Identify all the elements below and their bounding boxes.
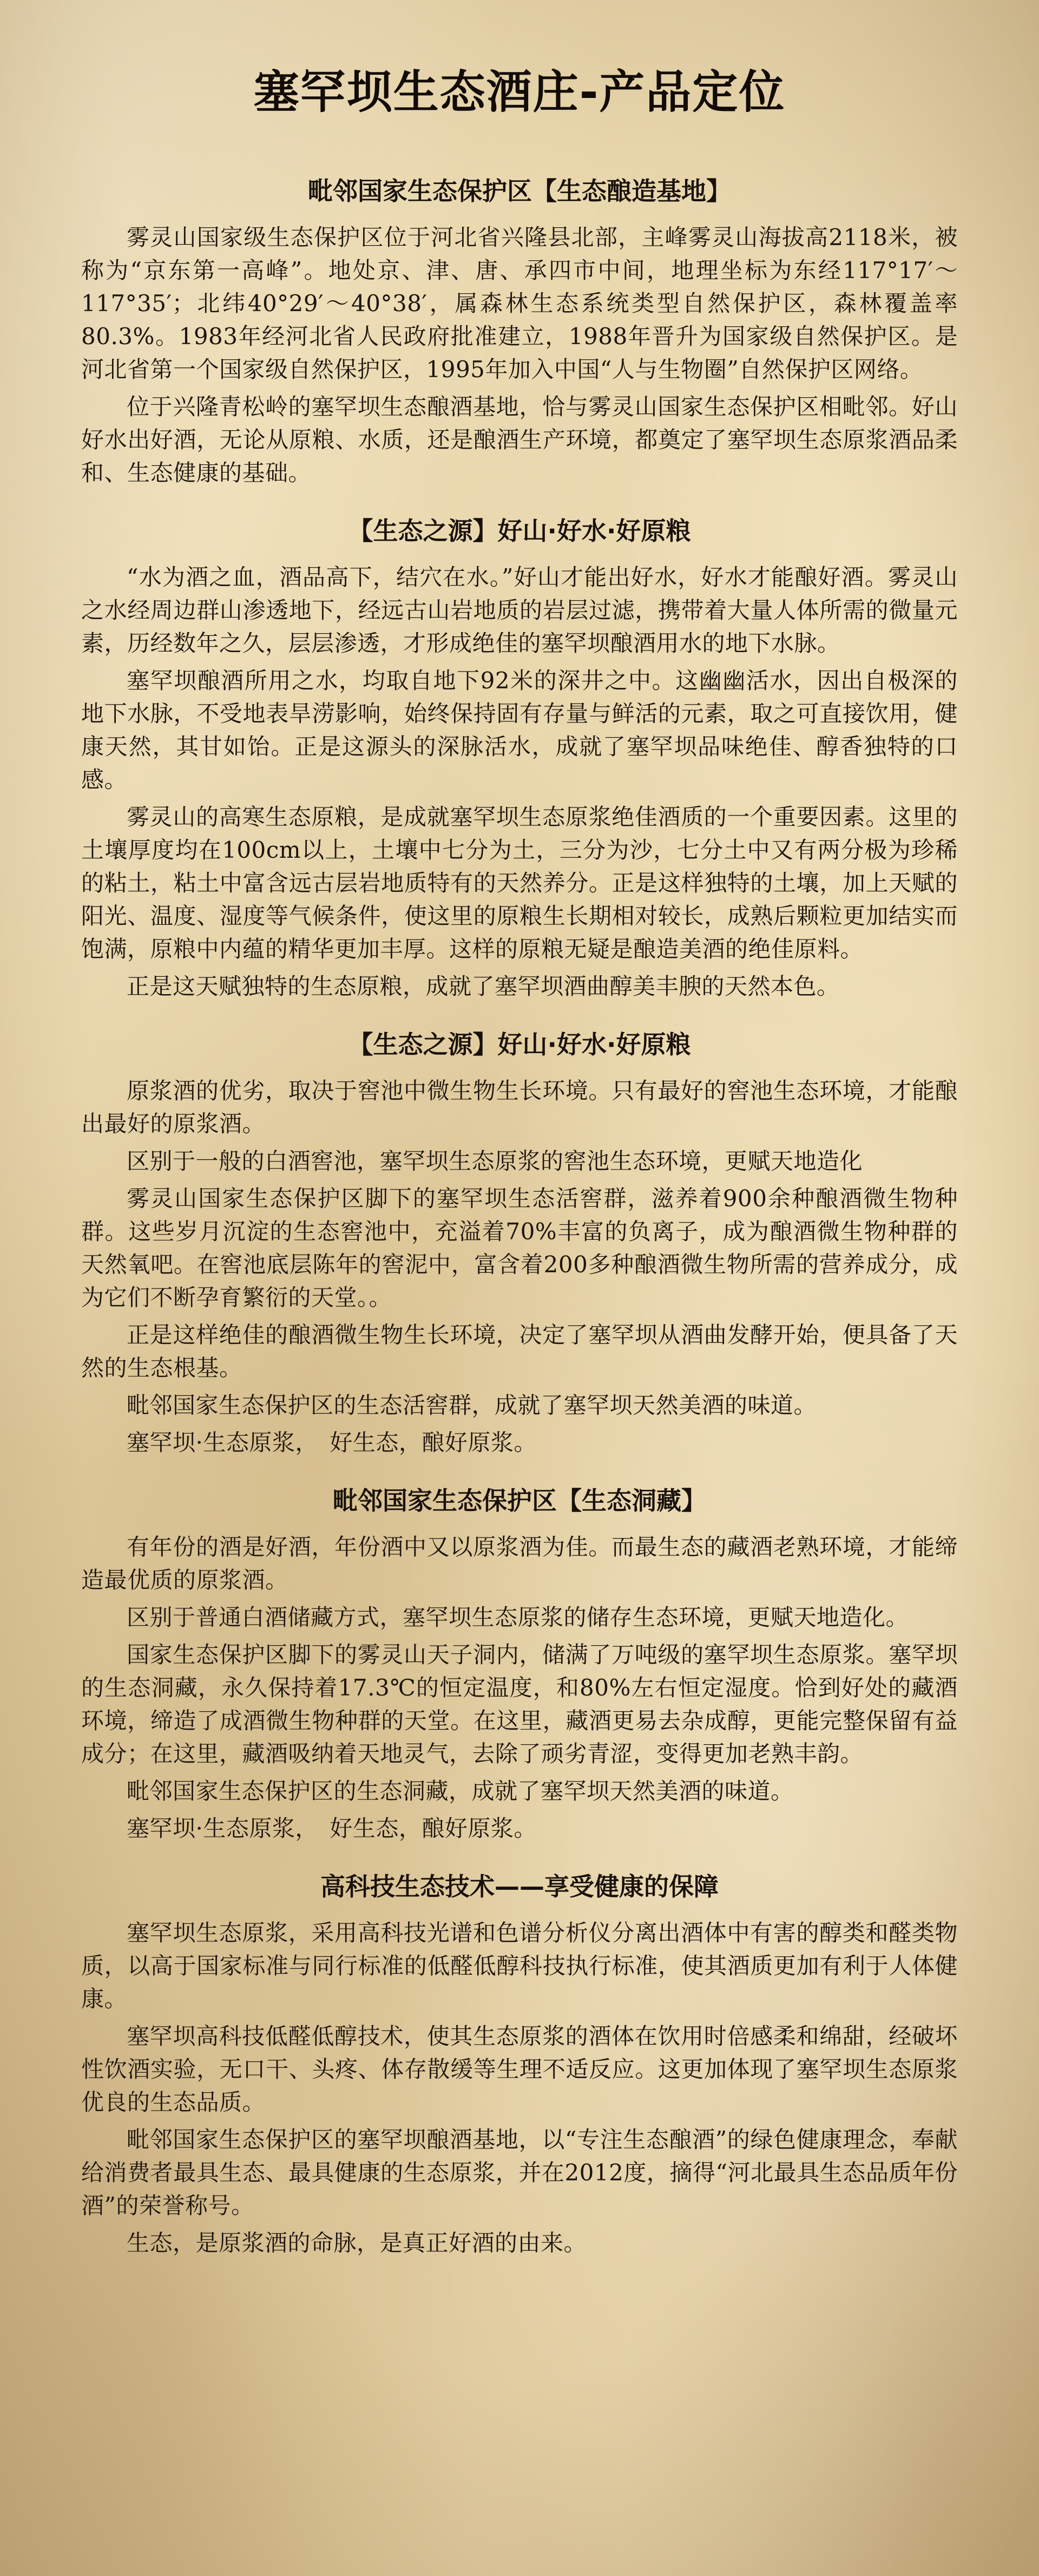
body-paragraph: “水为酒之血，酒品高下，结穴在水。”好山才能出好水，好水才能酿好酒。雾灵山之水经周边群山渗透地下，经远古山岩地质的岩层过滤，携带着大量人体所需的微量元素，历经数年之久，层层渗透，才形成绝佳的塞罕坝酿酒用水的地下水脉。 <box>81 564 958 656</box>
body-paragraph: 正是这天赋独特的生态原粮，成就了塞罕坝酒曲醇美丰腴的天然本色。 <box>127 973 840 1000</box>
body-paragraph: 位于兴隆青松岭的塞罕坝生态酿酒基地，恰与雾灵山国家生态保护区相毗邻。好山好水出好酒，无论从原粮、水质，还是酿酒生产环境，都奠定了塞罕坝生态原浆酒品柔和、生态健康的基础。 <box>81 393 958 486</box>
body-paragraph: 塞罕坝酿酒所用之水，均取自地下92米的深井之中。这幽幽活水，因出自极深的地下水脉，不受地表旱涝影响，始终保持固有存量与鲜活的元素，取之可直接饮用，健康天然，其甘如饴。正是这源头的深脉活水，成就了塞罕坝品味绝佳、醇香独特的口感。 <box>81 667 958 793</box>
section-heading: 【生态之源】好山·好水·好原粮 <box>348 516 691 546</box>
body-paragraph: 塞罕坝·生态原浆， 好生态，酿好原浆。 <box>127 1429 537 1456</box>
body-paragraph: 雾灵山的高寒生态原粮，是成就塞罕坝生态原浆绝佳酒质的一个重要因素。这里的土壤厚度均在100cm以上，土壤中七分为土，三分为沙，七分土中又有两分极为珍稀的粘土，粘土中富含远古层岩地质特有的天然养分。正是这样独特的土壤，加上天赋的阳光、温度、湿度等气候条件，使这里的原粮生长期相对较长，成熟后颗粒更加结实而饱满，原粮中内蕴的精华更加丰厚。这样的原粮无疑是酿造美酒的绝佳原料。 <box>81 804 958 962</box>
body-paragraph: 有年份的酒是好酒，年份酒中又以原浆酒为佳。而最生态的藏酒老熟环境，才能缔造最优质的原浆酒。 <box>81 1534 958 1593</box>
body-paragraph: 区别于普通白酒储藏方式，塞罕坝生态原浆的储存生态环境，更赋天地造化。 <box>127 1604 909 1631</box>
body-paragraph: 区别于一般的白酒窖池，塞罕坝生态原浆的窖池生态环境，更赋天地造化 <box>127 1148 863 1174</box>
section <box>81 173 958 489</box>
section-heading: 毗邻国家生态保护区【生态酿造基地】 <box>308 176 731 206</box>
body-paragraph: 国家生态保护区脚下的雾灵山天子洞内，储满了万吨级的塞罕坝生态原浆。塞罕坝的生态洞藏，永久保持着17.3℃的恒定温度，和80%左右恒定湿度。恰到好处的藏酒环境，缔造了成酒微生物种群的天堂。在这里，藏酒更易去杂成醇，更能完整保留有益成分；在这里，藏酒吸纳着天地灵气，去除了顽劣青涩，变得更加老熟丰韵。 <box>81 1641 958 1767</box>
section <box>81 513 958 1003</box>
body-paragraph: 塞罕坝·生态原浆， 好生态，酿好原浆。 <box>127 1815 537 1842</box>
body-paragraph: 毗邻国家生态保护区的生态活窖群，成就了塞罕坝天然美酒的味道。 <box>127 1392 817 1418</box>
section <box>81 1869 958 2259</box>
section-heading: 高科技生态技术——享受健康的保障 <box>320 1872 719 1901</box>
body-paragraph: 塞罕坝高科技低醛低醇技术，使其生态原浆的酒体在饮用时倍感柔和绵甜，经破坏性饮酒实验，无口干、头疼、体存散缓等生理不适反应。这更加体现了塞罕坝生态原浆优良的生态品质。 <box>81 2023 958 2115</box>
body-paragraph: 毗邻国家生态保护区的塞罕坝酿酒基地，以“专注生态酿酒”的绿色健康理念，奉献给消费者最具生态、最具健康的生态原浆，并在2012度，摘得“河北最具生态品质年份酒”的荣誉称号。 <box>81 2126 958 2219</box>
section-heading: 毗邻国家生态保护区【生态洞藏】 <box>333 1486 706 1515</box>
body-paragraph: 原浆酒的优劣，取决于窖池中微生物生长环境。只有最好的窖池生态环境，才能酿出最好的原浆酒。 <box>81 1077 958 1137</box>
body-paragraph: 正是这样绝佳的酿酒微生物生长环境，决定了塞罕坝从酒曲发酵开始，便具备了天然的生态根基。 <box>81 1322 958 1381</box>
body-paragraph: 生态，是原浆酒的命脉，是真正好酒的由来。 <box>127 2230 587 2256</box>
body-paragraph: 雾灵山国家生态保护区脚下的塞罕坝生态活窖群，滋养着900余种酿酒微生物种群。这些岁月沉淀的生态窖池中，充溢着70%丰富的负离子，成为酿酒微生物种群的天然氧吧。在窖池底层陈年的窖泥中，富含着200多种酿酒微生物所需的营养成分，成为它们不断孕育繁衍的天堂。。 <box>81 1185 958 1311</box>
body-paragraph: 雾灵山国家级生态保护区位于河北省兴隆县北部，主峰雾灵山海拔高2118米，被称为“京东第一高峰”。地处京、津、唐、承四市中间，地理坐标为东经117°17′～117°35′；北纬40°29′～40°38′，属森林生态系统类型自然保护区，森林覆盖率80.3%。1983年经河北省人民政府批准建立，1988年晋升为国家级自然保护区。是河北省第一个国家级自然保护区，1995年加入中国“人与生物圈”自然保护区网络。 <box>81 224 958 383</box>
page-title: 塞罕坝生态酒庄-产品定位 <box>253 65 786 119</box>
section-heading: 【生态之源】好山·好水·好原粮 <box>348 1030 691 1059</box>
body-paragraph: 塞罕坝生态原浆，采用高科技光谱和色谱分析仪分离出酒体中有害的醇类和醛类物质，以高于国家标准与同行标准的低醛低醇科技执行标准，使其酒质更加有利于人体健康。 <box>81 1920 958 2012</box>
body-paragraph: 毗邻国家生态保护区的生态洞藏，成就了塞罕坝天然美酒的味道。 <box>127 1778 794 1804</box>
section <box>81 1027 958 1459</box>
section <box>81 1483 958 1845</box>
sections-container <box>81 173 958 2259</box>
